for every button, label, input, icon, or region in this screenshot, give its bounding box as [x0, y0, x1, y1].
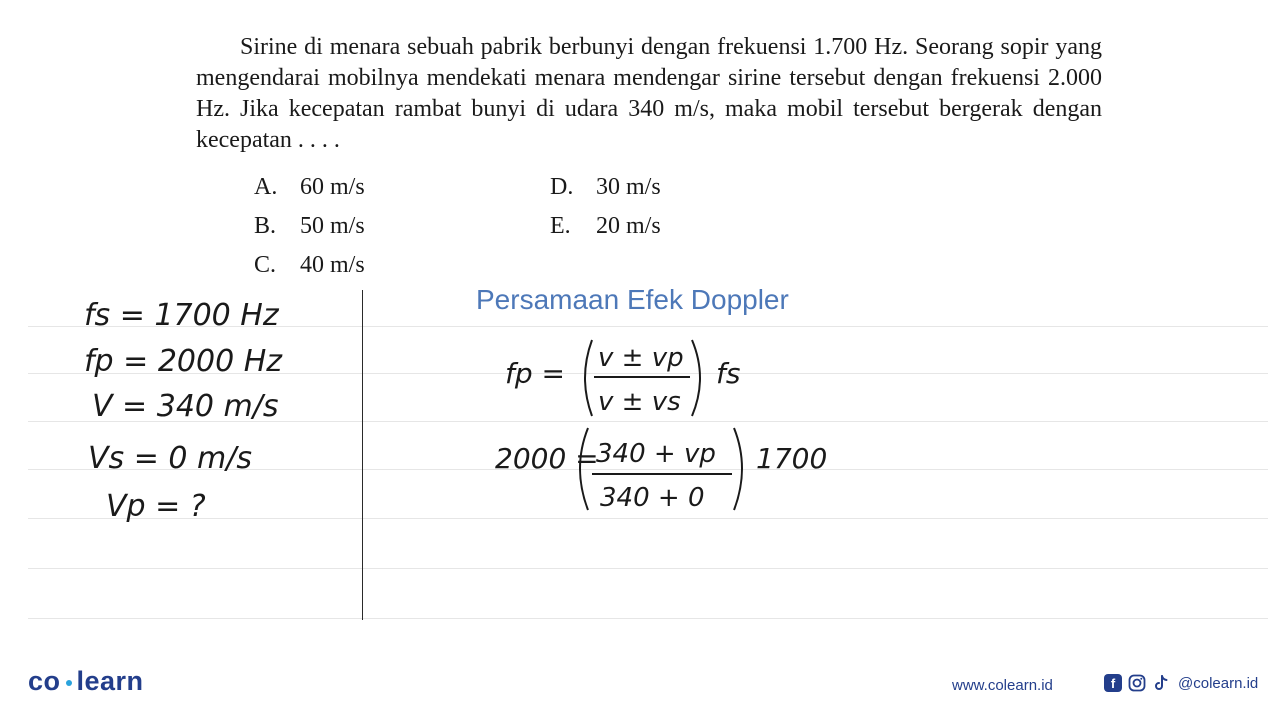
sub-lhs: 2000 = [495, 442, 599, 475]
option-e: E. 20 m/s [550, 213, 661, 239]
formula-numerator: v ± vp [598, 343, 684, 373]
section-title: Persamaan Efek Doppler [476, 284, 789, 315]
known-fp: fp = 2000 Hz [84, 344, 283, 379]
known-fs: fs = 1700 Hz [84, 298, 279, 333]
option-a: A. 60 m/s [254, 174, 365, 200]
facebook-icon[interactable]: f [1104, 674, 1122, 692]
known-vs: Vs = 0 m/s [88, 441, 252, 476]
sub-rhs: 1700 [756, 442, 828, 475]
social-links [1104, 674, 1258, 692]
option-d: D. 30 m/s [550, 174, 661, 200]
option-b: B. 50 m/s [254, 213, 365, 239]
instagram-icon[interactable] [1128, 674, 1146, 692]
formula-left-paren [585, 340, 592, 416]
tiktok-icon[interactable] [1152, 674, 1170, 692]
sub-right-paren [734, 428, 742, 510]
option-c: C. 40 m/s [254, 252, 365, 278]
formula-lhs: fp = [505, 357, 565, 390]
formula-denominator: v ± vs [598, 387, 681, 417]
website-link[interactable]: www.colearn.id [952, 677, 1053, 694]
question-text: Sirine di menara sebuah pabrik berbunyi dengan frekuensi 1.700 Hz. Seorang sopir yang mengendarai mobilnya mendekati menara mendengar sirine tersebut dengan frekuensi 2.000 Hz. Jika kecepatan rambat bunyi di udara 340 m/s, maka mobil tersebut bergerak dengan kecepatan . . . . [196, 34, 1102, 153]
known-v: V = 340 m/s [92, 389, 279, 424]
known-vp: Vp = ? [106, 489, 206, 524]
colearn-logo: co learn [28, 666, 144, 696]
social-handle: @colearn.id [1178, 674, 1259, 692]
sub-denominator: 340 + 0 [600, 483, 705, 513]
sub-numerator: 340 + vp [596, 439, 716, 469]
formula-rhs: fs [716, 357, 741, 390]
formula-right-paren [692, 340, 700, 416]
